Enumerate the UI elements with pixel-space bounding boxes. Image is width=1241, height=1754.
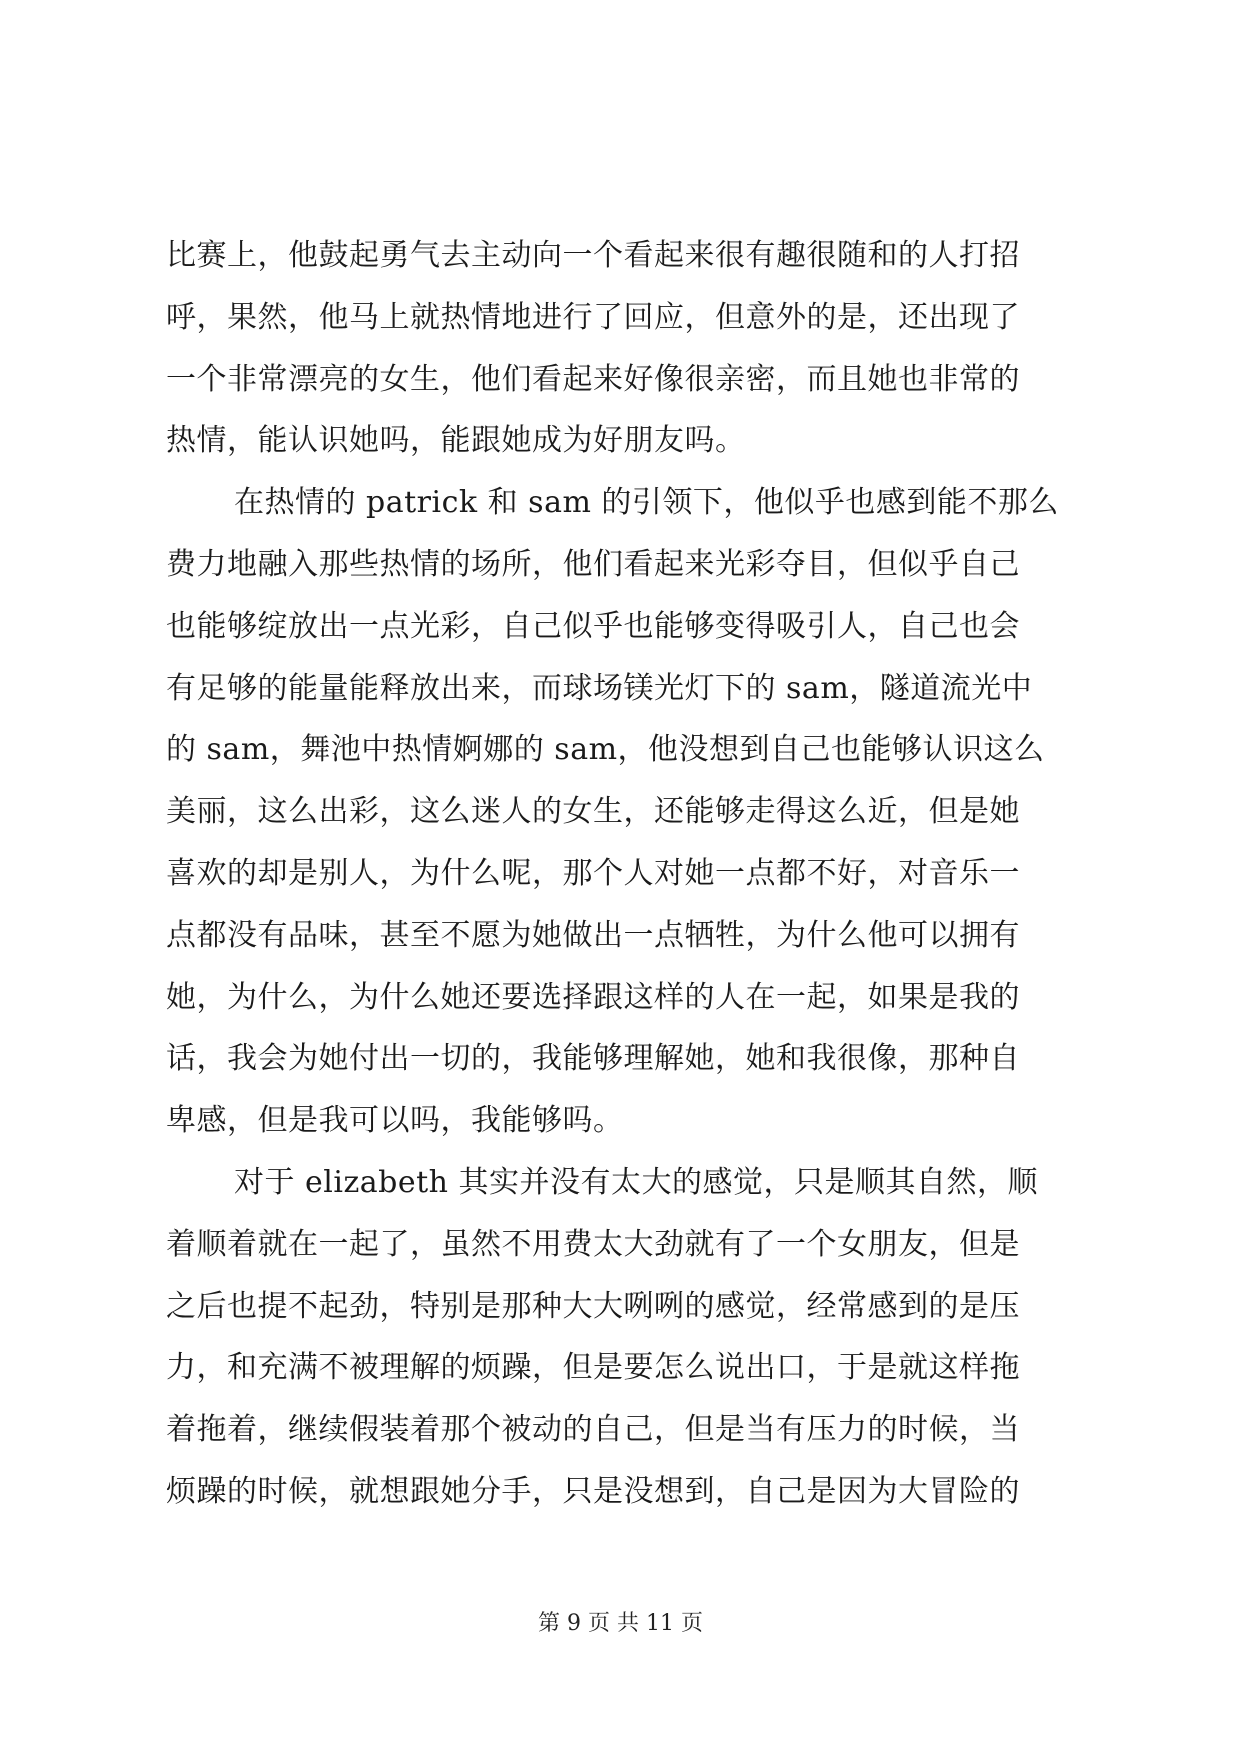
- text-line: 话，我会为她付出一切的，我能够理解她，她和我很像，那种自: [166, 1041, 1020, 1077]
- text-line: 卑感，但是我可以吗，我能够吗。: [166, 1103, 624, 1139]
- page-number-footer: 第 9 页 共 11 页: [538, 1611, 703, 1636]
- text-line: 呼，果然，他马上就热情地进行了回应，但意外的是，还出现了: [166, 299, 1020, 335]
- text-line: 她，为什么，为什么她还要选择跟这样的人在一起，如果是我的: [166, 979, 1020, 1015]
- text-line: 费力地融入那些热情的场所，他们看起来光彩夺目，但似乎自己: [166, 546, 1020, 582]
- text-line: 点都没有品味，甚至不愿为她做出一点牺牲，为什么他可以拥有: [166, 917, 1020, 953]
- text-line: 美丽，这么出彩，这么迷人的女生，还能够走得这么近，但是她: [166, 794, 1020, 830]
- paragraph-2: [166, 472, 1076, 1152]
- text-line: 热情，能认识她吗，能跟她成为好朋友吗。: [166, 423, 746, 459]
- text-line: 有足够的能量能释放出来，而球场镁光灯下的 sam，隧道流光中: [166, 670, 1033, 706]
- paragraph-3: [166, 1152, 1076, 1523]
- text-line: 力，和充满不被理解的烦躁，但是要怎么说出口，于是就这样拖: [166, 1350, 1020, 1386]
- text-line: 也能够绽放出一点光彩，自己似乎也能够变得吸引人，自己也会: [166, 608, 1020, 644]
- text-line: 喜欢的却是别人，为什么呢，那个人对她一点都不好，对音乐一: [166, 855, 1020, 891]
- text-line: 一个非常漂亮的女生，他们看起来好像很亲密，而且她也非常的: [166, 361, 1020, 397]
- paragraph-1: [166, 225, 1076, 472]
- text-line: 的 sam，舞池中热情婀娜的 sam，他没想到自己也能够认识这么: [166, 732, 1045, 768]
- text-line: 在热情的 patrick 和 sam 的引领下，他似乎也感到能不那么: [234, 485, 1059, 521]
- text-line: 着顺着就在一起了，虽然不用费太大劲就有了一个女朋友，但是: [166, 1226, 1020, 1262]
- body-text: [166, 225, 1076, 1523]
- text-line: 比赛上，他鼓起勇气去主动向一个看起来很有趣很随和的人打招: [166, 238, 1020, 273]
- text-line: 对于 elizabeth 其实并没有太大的感觉，只是顺其自然，顺: [234, 1164, 1039, 1200]
- text-line: 着拖着，继续假装着那个被动的自己，但是当有压力的时候，当: [166, 1412, 1020, 1448]
- text-line: 烦躁的时候，就想跟她分手，只是没想到，自己是因为大冒险的: [166, 1473, 1020, 1509]
- text-line: 之后也提不起劲，特别是那种大大咧咧的感觉，经常感到的是压: [166, 1288, 1020, 1324]
